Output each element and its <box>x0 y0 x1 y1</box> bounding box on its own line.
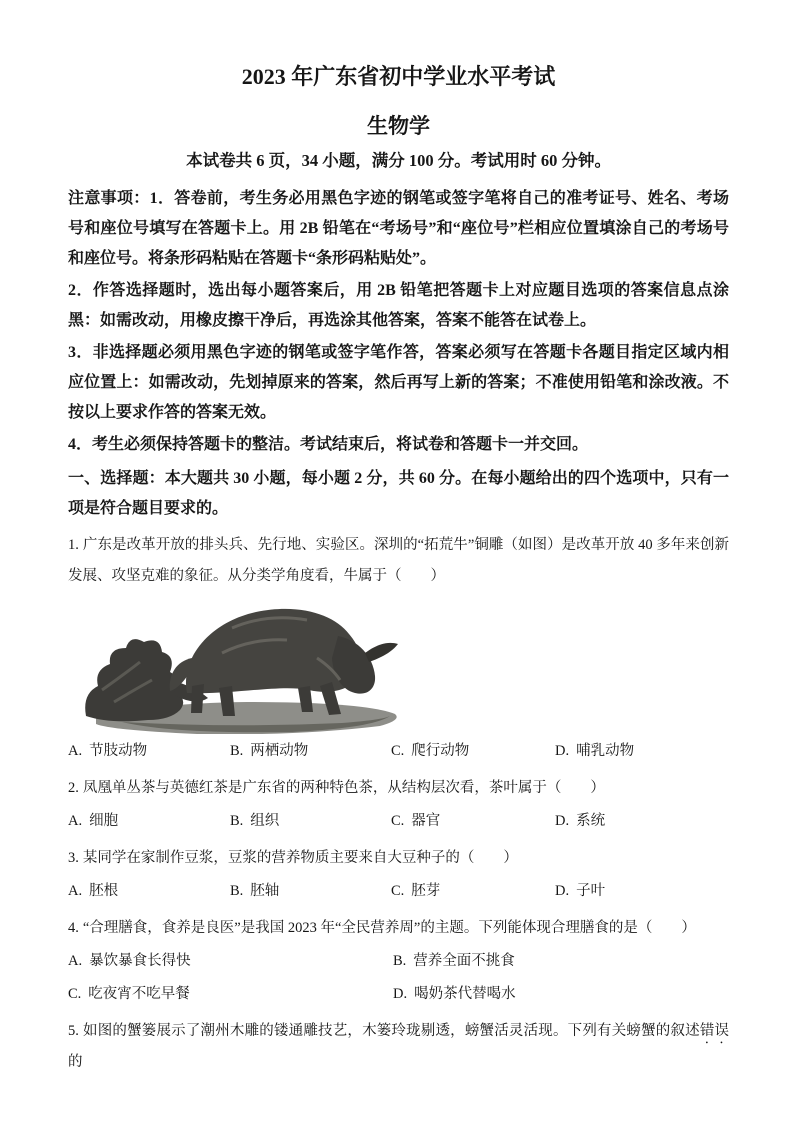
question-5-number: 5. <box>68 1023 79 1039</box>
question-4-options-row-2 <box>68 979 729 1010</box>
option-d: D. 子叶 <box>555 883 606 899</box>
option-c: C. 爬行动物 <box>391 743 470 759</box>
option-c: C. 胚芽 <box>391 883 441 899</box>
section-header-choice-questions: 一、选择题：本大题共 30 小题，每小题 2 分，共 60 分。在每小题给出的四个选项中，只有一项是符合题目要求的。 <box>68 470 729 517</box>
question-4-options-row-1 <box>68 946 729 977</box>
option-a: A. 胚根 <box>68 883 119 899</box>
option-d: D. 喝奶茶代替喝水 <box>393 986 516 1002</box>
exam-notices <box>68 184 729 460</box>
question-2 <box>68 773 729 837</box>
question-1-number: 1. <box>68 537 79 553</box>
notice-item-4: 4．考生必须保持答题卡的整洁。考试结束后，将试卷和答题卡一并交回。 <box>68 436 589 453</box>
question-2-options <box>68 806 729 837</box>
option-b: B. 组织 <box>230 813 280 829</box>
option-a: A. 细胞 <box>68 813 119 829</box>
notice-item-1: 注意事项：1．答卷前，考生务必用黑色字迹的钢笔或签字笔将自己的准考证号、姓名、考场号和座位号填写在答题卡上。用 2B 铅笔在“考场号”和“座位号”栏相应位置填涂自己的考场号和座位号。将条形码粘贴在答题卡“条形码粘贴处”。 <box>68 190 729 267</box>
question-4-number: 4. <box>68 920 79 936</box>
notice-item-3: 3．非选择题必须用黑色字迹的钢笔或签字笔作答，答案必须写在答题卡各题目指定区域内相应位置上：如需改动，先划掉原来的答案，然后再写上新的答案；不准使用铅笔和涂改液。不按以上要求作答的答案无效。 <box>68 344 729 421</box>
question-3-options <box>68 876 729 907</box>
question-4-text: “合理膳食，食养是良医”是我国 2023 年“全民营养周”的主题。下列能体现合理膳食的是（ ） <box>82 920 696 936</box>
option-d: D. 哺乳动物 <box>555 743 635 759</box>
question-5-text: 如图的蟹篓展示了潮州木雕的镂通雕技艺，木篓玲珑剔透，螃蟹活灵活现。下列有关螃蟹的叙述错误的 <box>68 1023 729 1070</box>
bull-sculpture-image <box>82 598 404 734</box>
question-1-options <box>68 736 729 767</box>
question-1 <box>68 530 729 767</box>
page-title: 2023 年广东省初中学业水平考试 <box>241 64 556 89</box>
option-c: C. 吃夜宵不吃早餐 <box>68 986 190 1002</box>
notice-item-2: 2．作答选择题时，选出每小题答案后，用 2B 铅笔把答题卡上对应题目选项的答案信息点涂黑：如需改动，用橡皮擦干净后，再选涂其他答案，答案不能答在试卷上。 <box>68 282 729 329</box>
question-3-number: 3. <box>68 850 79 866</box>
option-c: C. 器官 <box>391 813 441 829</box>
question-1-text: 广东是改革开放的排头兵、先行地、实验区。深圳的“拓荒牛”铜雕（如图）是改革开放 40 多年来创新发展、攻坚克难的象征。从分类学角度看，牛属于（ ） <box>68 537 729 584</box>
paper-info: 本试卷共 6 页，34 小题，满分 100 分。考试用时 60 分钟。 <box>186 151 611 170</box>
question-5 <box>68 1016 729 1078</box>
question-2-number: 2. <box>68 780 79 796</box>
bull-sculpture-drawing <box>82 598 404 734</box>
option-b: B. 两栖动物 <box>230 743 309 759</box>
option-b: B. 营养全面不挑食 <box>393 953 515 969</box>
question-2-text: 凤凰单丛茶与英德红茶是广东省的两种特色茶，从结构层次看，茶叶属于（ ） <box>82 780 605 796</box>
emphasized-text: 错误 <box>699 1023 729 1039</box>
option-a: A. 暴饮暴食长得快 <box>68 953 191 969</box>
option-b: B. 胚轴 <box>230 883 280 899</box>
subject-title: 生物学 <box>367 114 430 138</box>
question-3-text: 某同学在家制作豆浆，豆浆的营养物质主要来自大豆种子的（ ） <box>82 850 518 866</box>
option-a: A. 节肢动物 <box>68 743 148 759</box>
option-d: D. 系统 <box>555 813 606 829</box>
question-4 <box>68 913 729 1010</box>
question-3 <box>68 843 729 907</box>
